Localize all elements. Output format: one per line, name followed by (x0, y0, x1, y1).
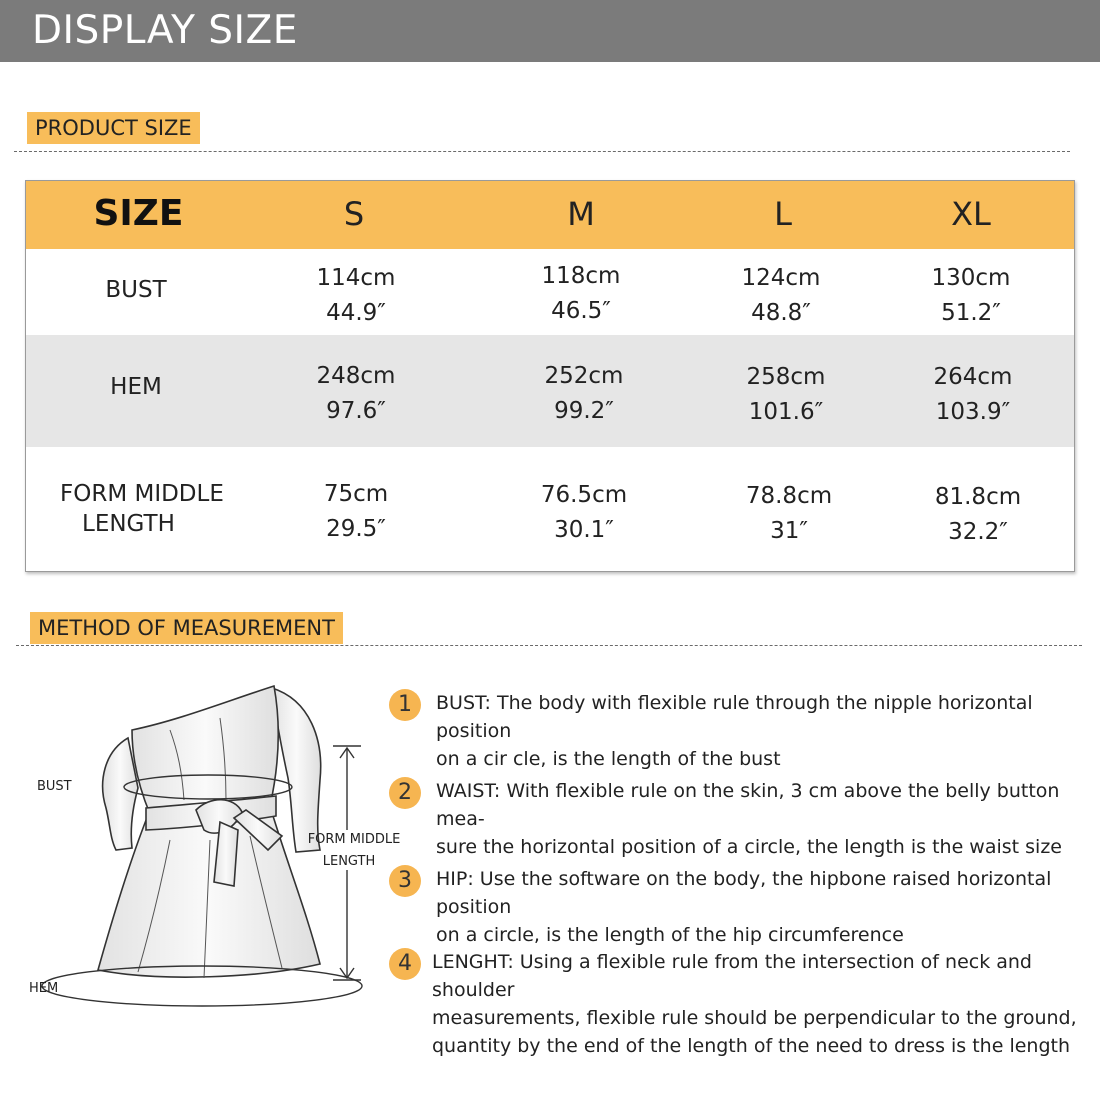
cell-bust-xl: 130cm 51.2″ (931, 265, 1011, 326)
table-row-bust (26, 249, 1074, 335)
product-size-divider (14, 151, 1070, 152)
product-size-label: PRODUCT SIZE (27, 112, 200, 144)
cell-hem-s: 248cm 97.6″ (316, 363, 396, 424)
cell-length-s: 75cm 29.5″ (323, 481, 389, 542)
column-header-xl: XL (951, 195, 991, 233)
step-3-badge: 3 (389, 865, 421, 897)
page-header (0, 0, 1100, 62)
table-row-form-middle-length (26, 447, 1074, 571)
cell-length-m: 76.5cm 30.1″ (540, 482, 628, 543)
method-divider (16, 645, 1082, 646)
step-2-text: WAIST: With flexible rule on the skin, 3 cm above the belly button mea- sure the horizontal position of a circle, the length is the waist size (436, 780, 1062, 858)
step-1-text: BUST: The body with flexible rule through the nipple horizontal position on a cir cle, is the length of the bust (436, 692, 1033, 770)
method-label: METHOD OF MEASUREMENT (30, 612, 343, 644)
cell-hem-l: 258cm 101.6″ (746, 364, 826, 425)
cell-hem-xl: 264cm 103.9″ (933, 364, 1013, 425)
column-header-l: L (774, 195, 792, 233)
page-title: DISPLAY SIZE (32, 8, 298, 53)
step-2-badge: 2 (389, 777, 421, 809)
figure-length-label: FORM MIDDLE LENGTH (307, 832, 401, 869)
figure-bust-label: BUST (37, 779, 72, 794)
step-1-badge: 1 (389, 689, 421, 721)
step-4-badge: 4 (389, 948, 421, 980)
cell-bust-s: 114cm 44.9″ (316, 265, 396, 326)
row-label-hem: HEM (110, 374, 162, 400)
row-label-form-middle-length: FORM MIDDLE LENGTH (60, 481, 224, 537)
cell-bust-m: 118cm 46.5″ (541, 263, 621, 324)
figure-hem-label: HEM (29, 981, 59, 996)
size-table (25, 180, 1075, 572)
dress-illustration (98, 686, 321, 977)
column-header-s: S (343, 195, 365, 233)
column-header-m: M (567, 195, 595, 233)
row-label-bust: BUST (105, 277, 167, 303)
size-column-header: SIZE (93, 193, 184, 234)
cell-bust-l: 124cm 48.8″ (741, 265, 821, 326)
step-4-text: LENGHT: Using a flexible rule from the intersection of neck and shoulder measurements, flexible rule should be perpendicular to the ground, quantity by the end of the length of the need to dress is the length (432, 951, 1077, 1057)
table-row-hem (26, 335, 1074, 447)
cell-length-l: 78.8cm 31″ (745, 483, 833, 544)
table-header-row (26, 181, 1074, 249)
step-3-text: HIP: Use the software on the body, the hipbone raised horizontal position on a circle, is the length of the hip circumference (436, 868, 1052, 946)
cell-length-xl: 81.8cm 32.2″ (934, 484, 1022, 545)
cell-hem-m: 252cm 99.2″ (544, 363, 624, 424)
